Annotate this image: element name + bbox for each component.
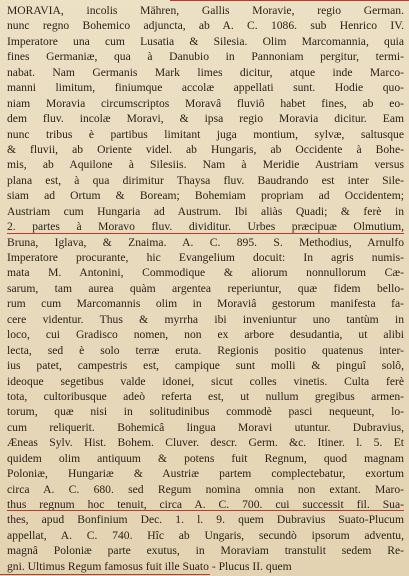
text-line-17: Imperatore procurante, hic Evangelium docuit: In agris numis- xyxy=(7,251,404,264)
text-line-16: Bruna, Iglava, & Znaima. A. C. 895. S. Methodius, Arnulfo xyxy=(7,235,404,249)
text-line-23: lecta, sed è solo terræ eruta. Regionis positio quatenus inter- xyxy=(7,343,404,357)
text-line-26: tota, cultoribusque adeò referta est, ut nullum gregibus armen- xyxy=(7,389,404,403)
text-line-31: Poloniæ, Hungariæ & Austriæ partem complectebatur, exortum xyxy=(7,467,404,481)
text-line-34-highlighted: thes, apud Bonfinium Dec. 1. l. 9. quem Dubravius Suato-Plucum xyxy=(7,513,404,527)
text-line-19: sarum, tam aurea quàm argentea reperiuntur, quæ fidem bello- xyxy=(7,281,404,295)
text-line-36: magnâ Poloniæ parte exutus, in Moraviam transtulit sedem Re- xyxy=(7,544,404,558)
text-line-6: manni limitum, finiumque accolæ appellati sunt. Hodie quo- xyxy=(7,81,404,95)
text-line-28: cum reliquerit. Bohemicâ lingua Moravi utuntur. Dubravius, xyxy=(7,420,404,434)
text-line-1: MORAVIA, incolis Mähren, Gallis Moravie, regio German. xyxy=(7,4,404,17)
text-line-3: Imperatore una cum Lusatia & Silesia. Olim Marcomannia, quia xyxy=(7,34,404,48)
text-line-21: cere videntur. Thus & myrrha ibi inveniuntur uno tantùm in xyxy=(7,312,404,326)
text-line-20: rum cum Marcomannis olim in Moraviâ gestorum manifesta fa- xyxy=(7,297,404,311)
text-line-11: mis, ab Aquilone à Silesiis. Nam à Meridie Austriam versus xyxy=(7,158,404,172)
text-line-37: gni. Ultimus Regum famosus fuit ille Suato - Plucus II. quem xyxy=(7,559,292,573)
text-line-9: nunc tribus è partibus limitant juga montium, sylvæ, saltusque xyxy=(7,127,404,141)
text-line-33-highlighted: thus regnum hoc tenuit, circa A. C. 700. cui successit fil. Sua- xyxy=(7,498,404,511)
text-line-29: Æneas Sylv. Hist. Bohem. Cluver. descr. Germ. &c. Itiner. l. 5. Et xyxy=(7,436,404,450)
text-line-14-highlighted: Austriam cum Hungaria ad Austrum. Ibi aliàs Quadi; & ferè in xyxy=(7,204,404,218)
text-line-4: fines Germaniæ, qua à Danubio in Pannoniam pergitur, termi- xyxy=(7,50,404,64)
text-line-5: nabat. Nam Germanis Mark limes dicitur, atque inde Marco- xyxy=(7,65,404,79)
text-line-32-highlighted: circa A. C. 680. sed Regum nomina omnia non extant. Maro- xyxy=(7,482,404,496)
text-line-15-highlighted: 2. partes à Moravo fluv. dividitur. Urbes præcipuæ Olmutium, xyxy=(7,220,404,234)
text-line-30: quidem olim antiquum & potens fuit Regnum, quod magnam xyxy=(7,451,404,465)
text-line-35: appellat, A. C. 740. Hîc ab Ungaris, secundò ipsorum adventu, xyxy=(7,528,404,542)
text-line-2: nunc regno Bohemico adjuncta, ab A. C. 1086. sub Henrico IV. xyxy=(7,19,404,33)
text-line-25: ideoque segetibus valde idonei, sicut colles vinetis. Culta ferè xyxy=(7,374,404,388)
text-line-18: mata M. Antonini, Commodique & aliorum nonnullorum Cæ- xyxy=(7,266,404,280)
text-line-8: dem fluv. incolæ Moravi, & ipsa regio Moravia dicitur. Eam xyxy=(7,112,404,126)
text-line-27: torum, quæ nisi in solitudinibus commodè pasci nequeunt, lo- xyxy=(7,405,404,419)
text-line-7: niam Moravia circumscriptos Moravâ fluviô habet fines, ab eo- xyxy=(7,96,404,110)
text-line-12: plana est, à qua dirimitur Thaysa fluv. Baudrando est inter Sile- xyxy=(7,173,404,187)
text-line-13: siam ad Ortum & Boream; Bohemiam propriam ad Occidentem; xyxy=(7,189,404,203)
text-line-10: & fluvii, ab Oriente videl. ab Hungaris, ab Occidente à Bohe- xyxy=(7,142,404,156)
text-line-24: ius patet, campestris est, campique sunt molli & pinguî solô, xyxy=(7,359,404,373)
text-line-22: loco, cui Gradisco nomen, non ex arbore desudantia, ut alibi xyxy=(7,328,404,342)
